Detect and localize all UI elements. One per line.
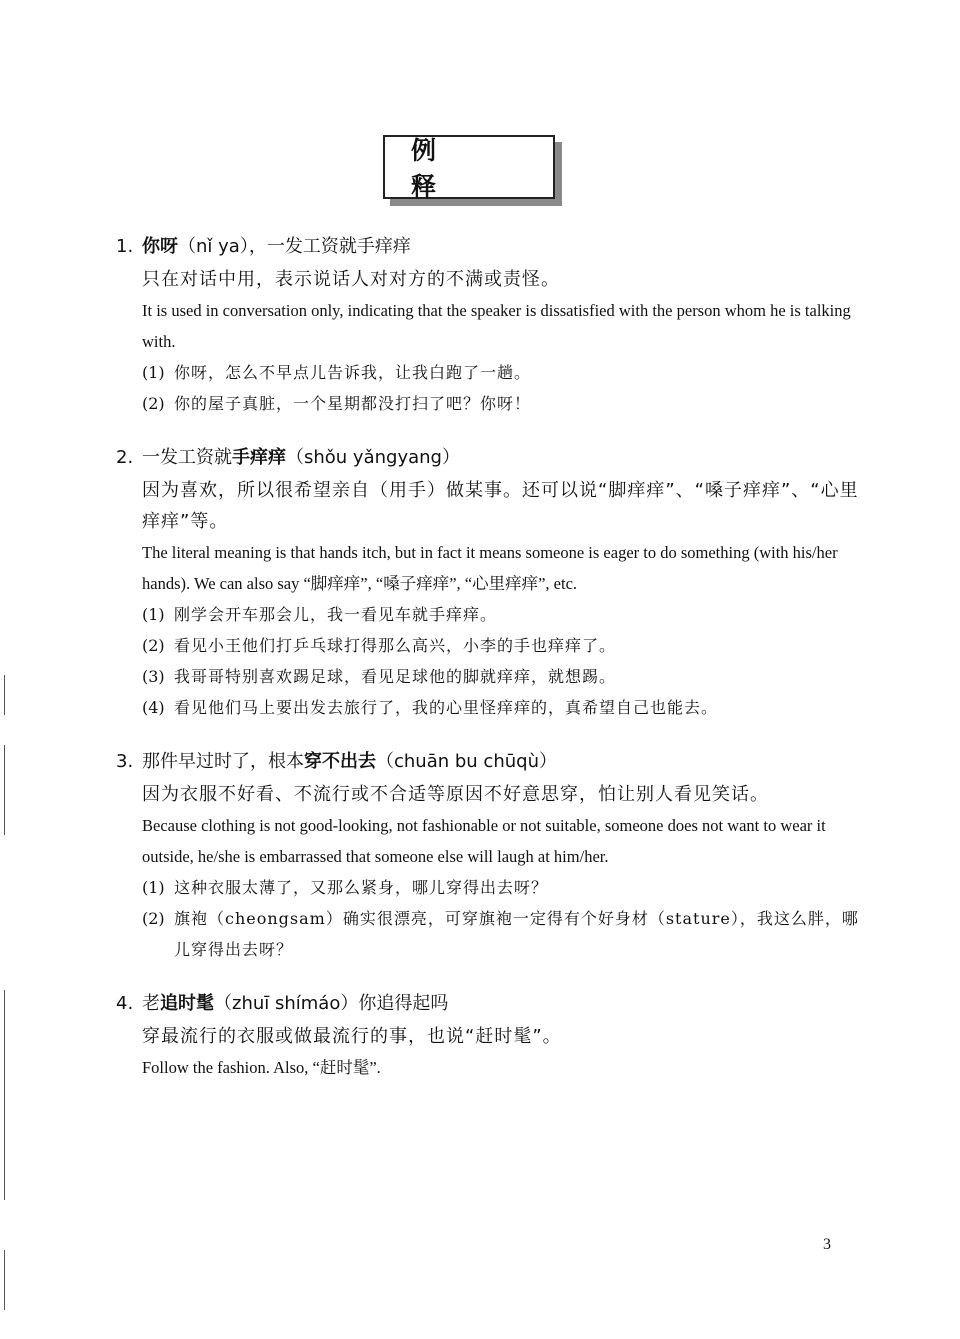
example-number: (4) — [142, 698, 165, 717]
example-text: 我哥哥特别喜欢踢足球，看见足球他的脚就痒痒，就想踢。 — [174, 667, 617, 686]
example-text: 旗袍（cheongsam）确实很漂亮，可穿旗袍一定得有个好身材（stature），我这么胖，哪儿穿得出去呀？ — [174, 909, 859, 959]
example-text: 看见小王他们打乒乓球打得那么高兴，小李的手也痒痒了。 — [174, 636, 617, 655]
example-text: 看见他们马上要出发去旅行了，我的心里怪痒痒的，真希望自己也能去。 — [174, 698, 719, 717]
example-text: 你的屋子真脏，一个星期都没打扫了吧？你呀！ — [174, 394, 532, 413]
example-text: 你呀，怎么不早点儿告诉我，让我白跑了一趟。 — [174, 363, 532, 382]
example-sentence — [142, 630, 860, 661]
section-title: 例 释 — [383, 135, 555, 199]
example-sentence — [142, 872, 860, 903]
entry-list — [110, 230, 860, 1105]
entry-context: 你追得起吗 — [358, 993, 449, 1014]
explanation-english: Because clothing is not good-looking, not fashionable or not suitable, someone does not want to wear it outside, he/she is embarrassed that someone else will laugh at him/her. — [142, 816, 826, 866]
page-number: 3 — [823, 1236, 831, 1253]
entry-heading — [110, 987, 860, 1021]
example-text: 刚学会开车那会儿，我一看见车就手痒痒。 — [174, 605, 498, 624]
example-sentence — [142, 692, 860, 723]
example-sentence — [142, 903, 860, 965]
entry-term: 手痒痒 — [232, 447, 286, 468]
entry-context: 那件早过时了，根本 — [142, 751, 304, 772]
example-number: (3) — [142, 667, 165, 686]
explanation-chinese: 穿最流行的衣服或做最流行的事，也说“赶时髦”。 — [142, 1026, 562, 1047]
entry-3 — [110, 745, 860, 965]
example-text: 这种衣服太薄了，又那么紧身，哪儿穿得出去呀？ — [174, 878, 549, 897]
entry-pinyin: （nǐ ya）， — [178, 236, 267, 257]
explanation-chinese: 因为喜欢，所以很希望亲自（用手）做某事。还可以说“脚痒痒”、“嗓子痒痒”、“心里痒痒”等。 — [142, 480, 859, 532]
scan-margin-line — [4, 675, 5, 715]
entry-heading — [110, 441, 860, 475]
entry-term: 你呀 — [142, 236, 178, 257]
example-sentence — [142, 357, 860, 388]
entry-heading — [110, 745, 860, 779]
explanation-chinese: 只在对话中用，表示说话人对对方的不满或责怪。 — [142, 269, 560, 290]
example-sentence — [142, 599, 860, 630]
entry-pinyin: （chuān bu chūqù） — [376, 751, 557, 772]
example-number: (2) — [142, 636, 165, 655]
explanation-english: It is used in conversation only, indicating that the speaker is dissatisfied with the person whom he is talking with. — [142, 301, 851, 351]
entry-heading — [110, 230, 860, 264]
entry-1 — [110, 230, 860, 419]
entry-number: 3. — [116, 751, 134, 772]
explanation-english: Follow the fashion. Also, “赶时髦”. — [142, 1058, 381, 1077]
scan-margin-line — [4, 1250, 5, 1310]
example-number: (2) — [142, 394, 165, 413]
entry-pinyin: （shǒu yǎngyang） — [286, 447, 460, 468]
example-number: (2) — [142, 909, 165, 928]
entry-2 — [110, 441, 860, 723]
scan-margin-line — [4, 745, 5, 835]
explanation-english: The literal meaning is that hands itch, but in fact it means someone is eager to do something (with his/her hands). We can also say “脚痒痒”, “嗓子痒痒”, “心里痒痒”, etc. — [142, 543, 838, 593]
entry-number: 1. — [116, 236, 134, 257]
scan-margin-line — [4, 990, 5, 1200]
entry-4 — [110, 987, 860, 1083]
entry-context: 一发工资就 — [142, 447, 232, 468]
example-sentence — [142, 388, 860, 419]
example-number: (1) — [142, 878, 165, 897]
entry-context: 老 — [142, 993, 160, 1014]
entry-term: 穿不出去 — [304, 751, 376, 772]
entry-context: 一发工资就手痒痒 — [266, 236, 411, 257]
example-sentence — [142, 661, 860, 692]
entry-number: 4. — [116, 993, 134, 1014]
example-number: (1) — [142, 363, 165, 382]
entry-pinyin: （zhuī shímáo） — [214, 993, 359, 1014]
example-number: (1) — [142, 605, 165, 624]
entry-number: 2. — [116, 447, 134, 468]
entry-term: 追时髦 — [160, 993, 214, 1014]
explanation-chinese: 因为衣服不好看、不流行或不合适等原因不好意思穿，怕让别人看见笑话。 — [142, 784, 769, 805]
